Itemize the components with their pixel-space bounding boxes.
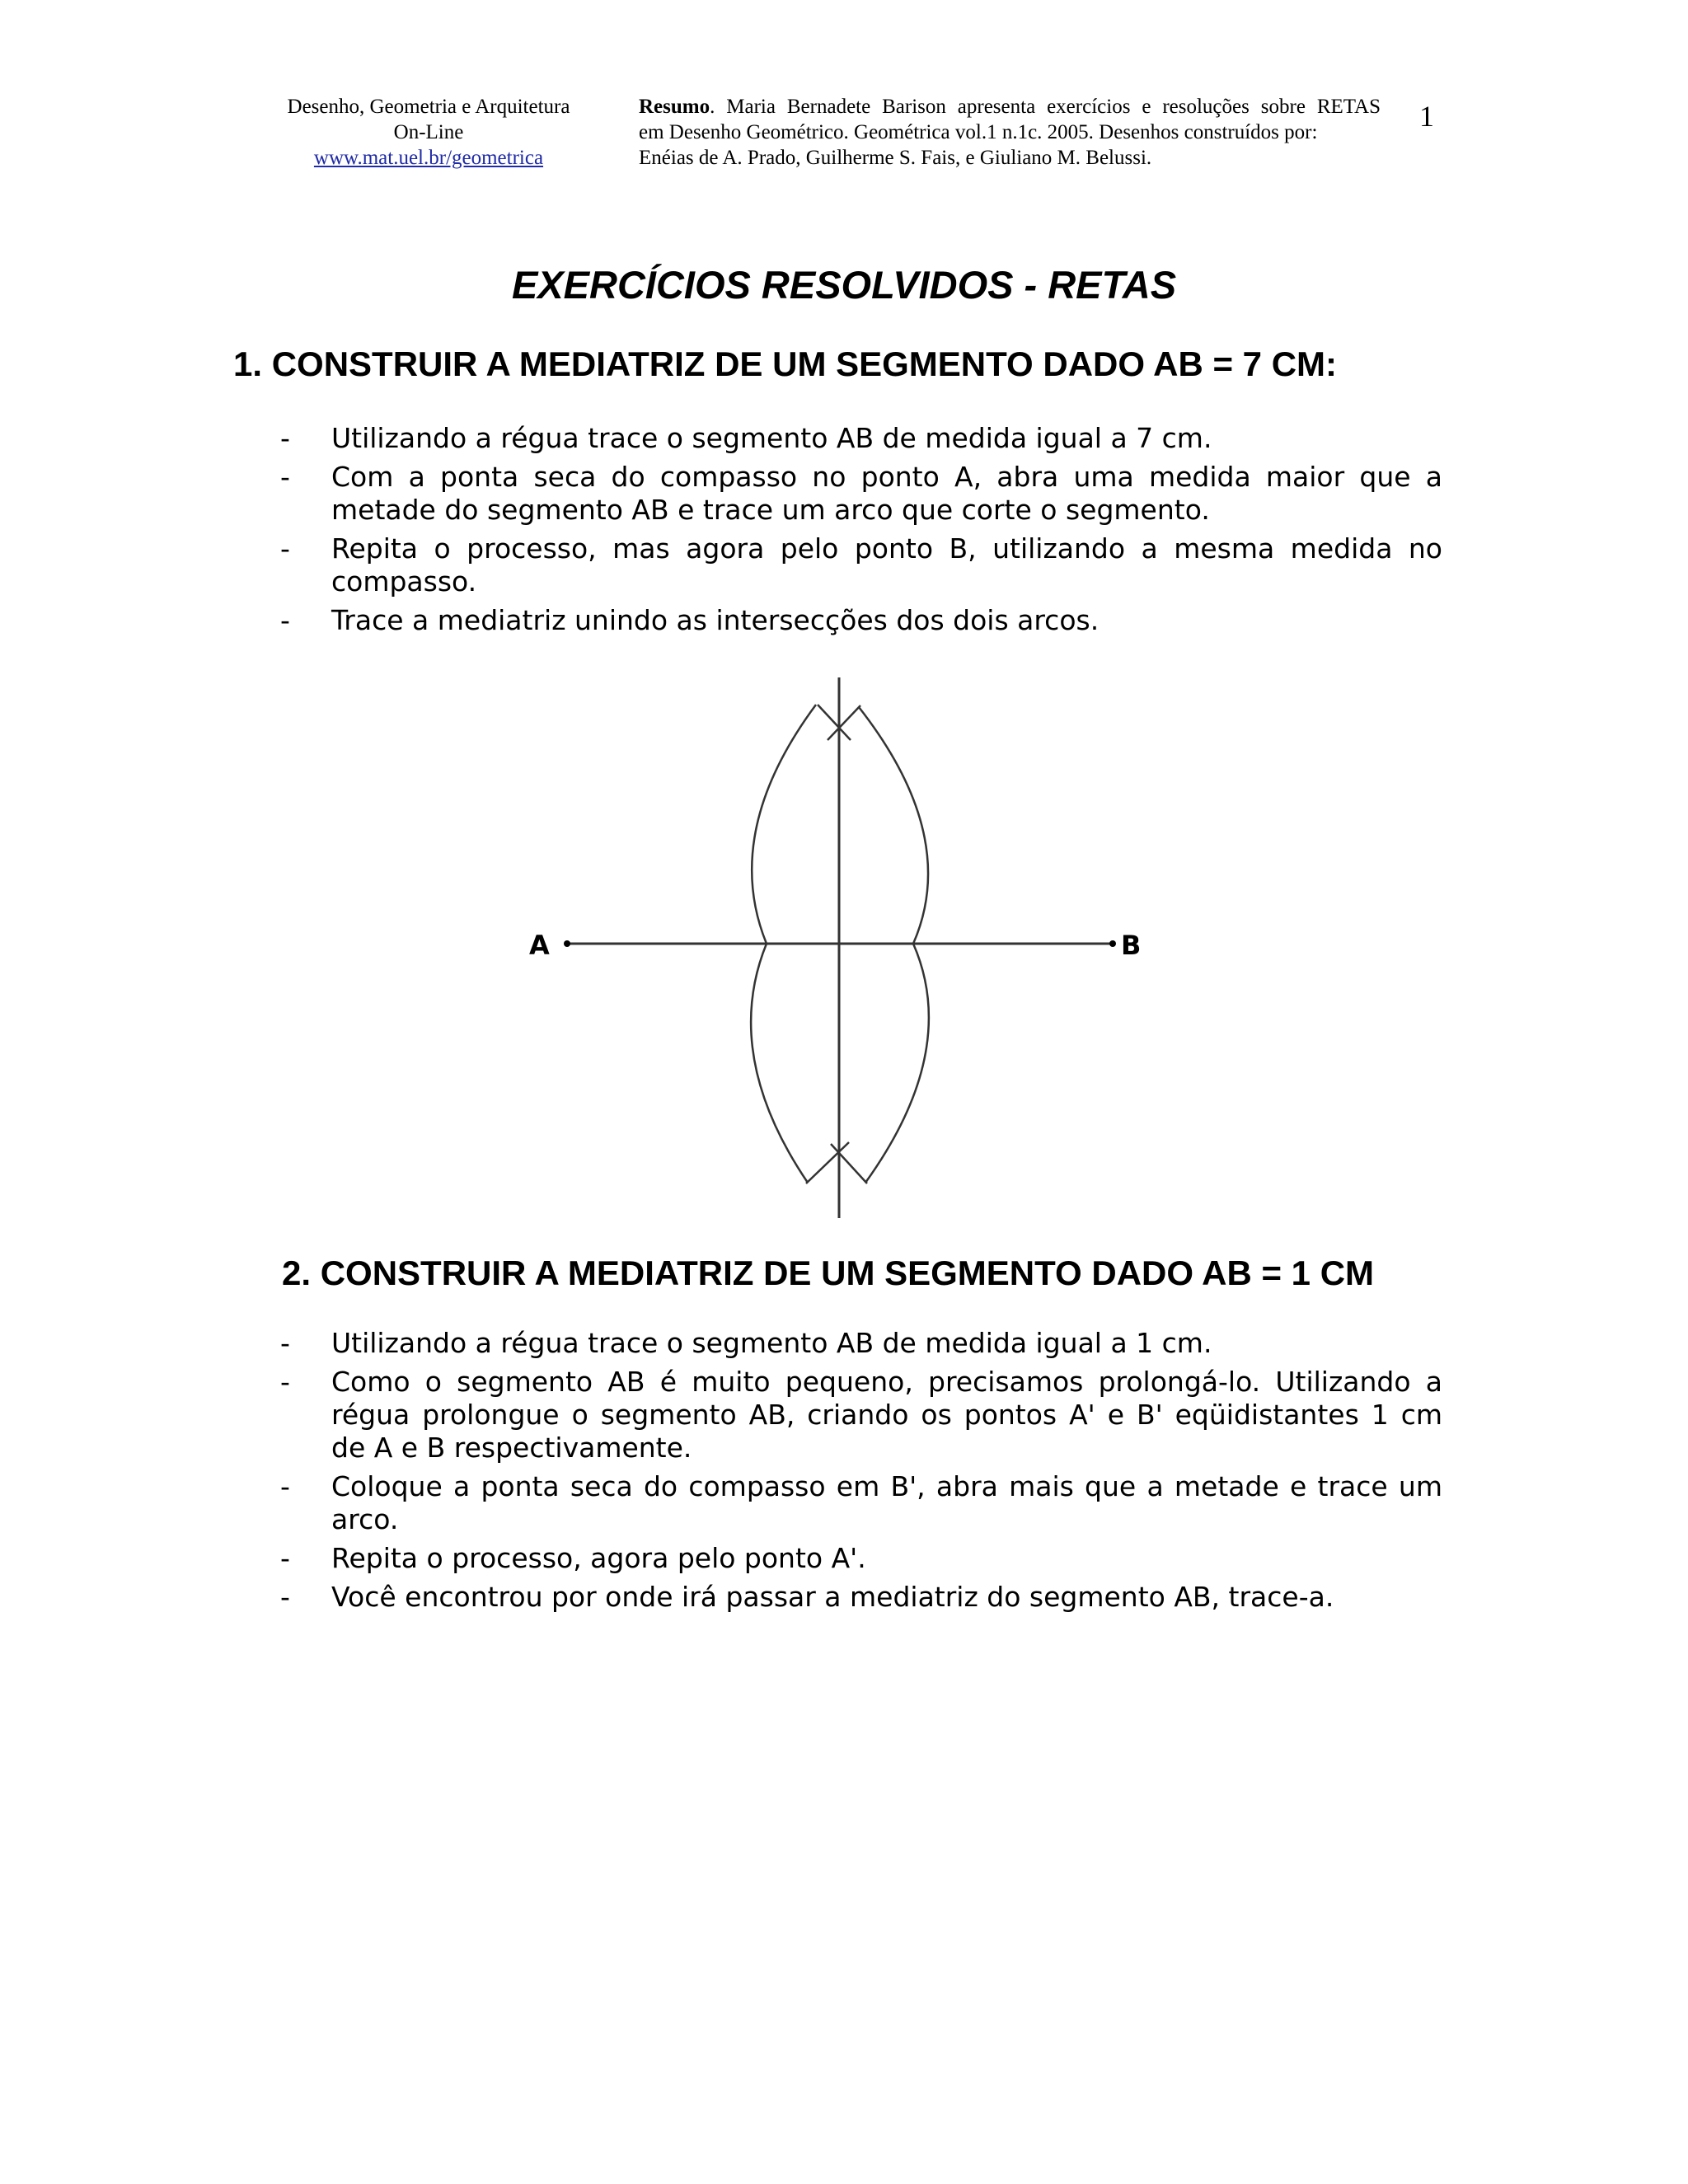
step-text-line: arco. — [331, 1503, 399, 1535]
header-journal — [223, 94, 635, 171]
list-item — [280, 461, 1442, 527]
bullet-dash: - — [280, 1366, 290, 1398]
step-text-line: Como o segmento AB é muito pequeno, precisamos prolongá-lo. Utilizando a — [331, 1366, 1442, 1398]
arc-tick-bottom-right — [831, 1144, 867, 1183]
step-text-line: Repita o processo, mas agora pelo ponto B, utilizando a mesma medida no — [331, 532, 1442, 565]
step-text-line: de A e B respectivamente. — [331, 1432, 692, 1464]
bullet-dash: - — [280, 1327, 290, 1359]
header-journal-subtitle: On-Line — [393, 121, 464, 143]
section-2-steps — [280, 1327, 1442, 1619]
abstract-line-1-text: . Maria Bernadete Barison apresenta exercícios e resoluções sobre RETAS — [710, 96, 1381, 118]
header-abstract — [639, 94, 1381, 171]
list-item — [280, 1470, 1442, 1536]
bullet-dash: - — [280, 532, 290, 565]
step-text-line: compasso. — [331, 565, 477, 598]
header-journal-name: Desenho, Geometria e Arquitetura — [287, 96, 570, 118]
page-number: 1 — [1419, 100, 1434, 133]
list-item — [280, 1581, 1442, 1614]
list-item — [280, 604, 1442, 637]
list-item — [280, 1366, 1442, 1465]
section-1-heading: 1. CONSTRUIR A MEDIATRIZ DE UM SEGMENTO DADO AB = 7 CM: — [233, 344, 1337, 383]
list-item — [280, 532, 1442, 598]
point-b-label: B — [1121, 930, 1142, 961]
arc-tick-bottom-left — [806, 1142, 849, 1183]
section-2-heading: 2. CONSTRUIR A MEDIATRIZ DE UM SEGMENTO DADO AB = 1 CM — [282, 1254, 1375, 1292]
bullet-dash: - — [280, 1470, 290, 1502]
abstract-line-1 — [639, 94, 1381, 120]
point-a-dot — [564, 940, 570, 947]
step-text-line: Você encontrou por onde irá passar a mediatriz do segmento AB, trace-a. — [331, 1581, 1334, 1613]
list-item — [280, 422, 1442, 455]
step-text-line: Utilizando a régua trace o segmento AB de medida igual a 1 cm. — [331, 1327, 1212, 1359]
section-1-steps — [280, 422, 1442, 643]
arc-tick-top-right — [828, 705, 860, 740]
step-text-line: Repita o processo, agora pelo ponto A'. — [331, 1542, 866, 1574]
step-text-line: Trace a mediatriz unindo as intersecções dos dois arcos. — [331, 604, 1100, 636]
abstract-label: Resumo — [639, 96, 710, 118]
point-a-label: A — [529, 930, 550, 961]
perpendicular-bisector-figure — [511, 668, 1170, 1228]
bullet-dash: - — [280, 461, 290, 493]
bullet-dash: - — [280, 604, 290, 636]
step-text-line: régua prolongue o segmento AB, criando os pontos A' e B' eqüidistantes 1 cm — [331, 1399, 1442, 1431]
step-text-line: Coloque a ponta seca do compasso em B', abra mais que a metade e trace um — [331, 1470, 1442, 1502]
bullet-dash: - — [280, 422, 290, 454]
list-item — [280, 1542, 1442, 1575]
bullet-dash: - — [280, 1581, 290, 1613]
bullet-dash: - — [280, 1542, 290, 1574]
list-item — [280, 1327, 1442, 1360]
document-title: EXERCÍCIOS RESOLVIDOS - RETAS — [511, 263, 1177, 307]
step-text-line: Utilizando a régua trace o segmento AB de medida igual a 7 cm. — [331, 422, 1212, 454]
abstract-line-3: Enéias de A. Prado, Guilherme S. Fais, e Giuliano M. Belussi. — [639, 147, 1152, 169]
step-text-line: Com a ponta seca do compasso no ponto A, abra uma medida maior que a — [331, 461, 1442, 493]
header-website-link[interactable]: www.mat.uel.br/geometrica — [313, 147, 544, 169]
abstract-line-2: em Desenho Geométrico. Geométrica vol.1 n.1c. 2005. Desenhos construídos por: — [639, 121, 1318, 143]
point-b-dot — [1109, 940, 1116, 947]
step-text-line: metade do segmento AB e trace um arco que corte o segmento. — [331, 494, 1210, 526]
